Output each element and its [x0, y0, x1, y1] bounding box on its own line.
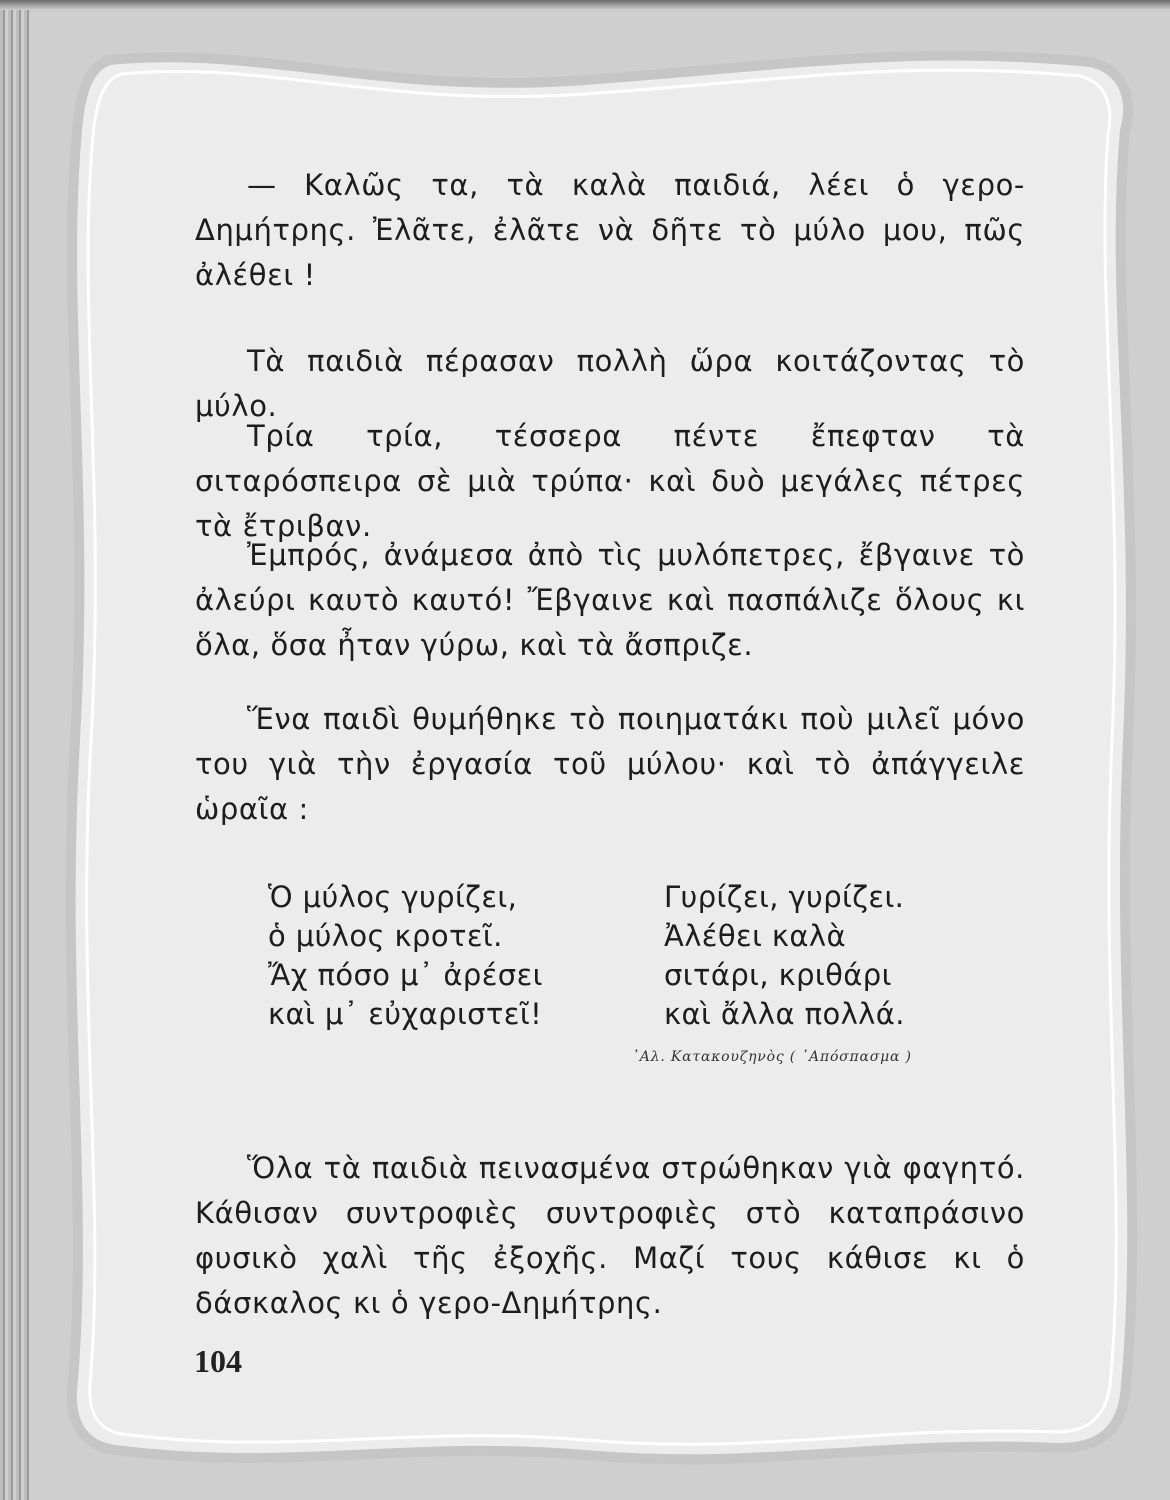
- poem-line: καὶ ἄλλα πολλά.: [664, 997, 905, 1031]
- poem-line: σιτάρι, κριθάρι: [664, 958, 892, 992]
- paragraph-poem-intro: Ἕνα παιδὶ θυμήθηκε τὸ ποιηματάκι ποὺ μιλεῖ μόνο του γιὰ τὴν ἐργασία τοῦ μύλου· καὶ τὸ ἀπάγγειλε ὡραῖα :: [195, 702, 1025, 826]
- paragraph-grains: Τρία τρία, τέσσερα πέντε ἔπεφταν τὰ σιταρόσπειρα σὲ μιὰ τρύπα· καὶ δυὸ μεγάλες πέτρες τὰ ἔτριβαν.: [195, 419, 1025, 543]
- poem-line: Ὁ μύλος γυρίζει,: [268, 880, 518, 914]
- poem-line: Ἄχ πόσο μ᾿ ἀρέσει: [268, 958, 543, 992]
- paragraph-flour: Ἐμπρός, ἀνάμεσα ἀπὸ τὶς μυλόπετρες, ἔβγαινε τὸ ἀλεύρι καυτὸ καυτό! Ἔβγαινε καὶ πασπάλιζε ὅλους κι ὅλα, ὅσα ἦταν γύρω, καὶ τὰ ἄσπριζε.: [195, 538, 1025, 662]
- poem-attribution: ᾿Αλ. Κατακουζηνὸς ( ᾿Απόσπασμα ): [632, 1049, 912, 1065]
- poem-line: καὶ μ᾿ εὐχαριστεῖ!: [268, 997, 543, 1031]
- page-number: 104: [194, 1343, 242, 1379]
- poem-right-stanza: [664, 878, 905, 1034]
- poem-line: Γυρίζει, γυρίζει.: [664, 880, 905, 914]
- paragraph-greeting: — Καλῶς τα, τὰ καλὰ παιδιά, λέει ὁ γερο-Δημήτρης. Ἐλᾶτε, ἐλᾶτε νὰ δῆτε τὸ μύλο μου, πῶς ἀλέθει !: [195, 168, 1025, 292]
- poem-left-stanza: [268, 878, 543, 1034]
- paragraph-meal: Ὅλα τὰ παιδιὰ πεινασμένα στρώθηκαν γιὰ φαγητό. Κάθισαν συντροφιὲς συντροφιὲς στὸ καταπράσινο φυσικὸ χαλὶ τῆς ἐξοχῆς. Μαζί τους κάθισε κι ὁ δάσκαλος κι ὁ γερο-Δημήτρης.: [195, 1151, 1025, 1320]
- poem-line: ὁ μύλος κροτεῖ.: [268, 919, 503, 953]
- paragraph-watching-mill: Τὰ παιδιὰ πέρασαν πολλὴ ὥρα κοιτάζοντας τὸ μύλο.: [195, 344, 1025, 423]
- poem-line: Ἀλέθει καλὰ: [664, 919, 847, 953]
